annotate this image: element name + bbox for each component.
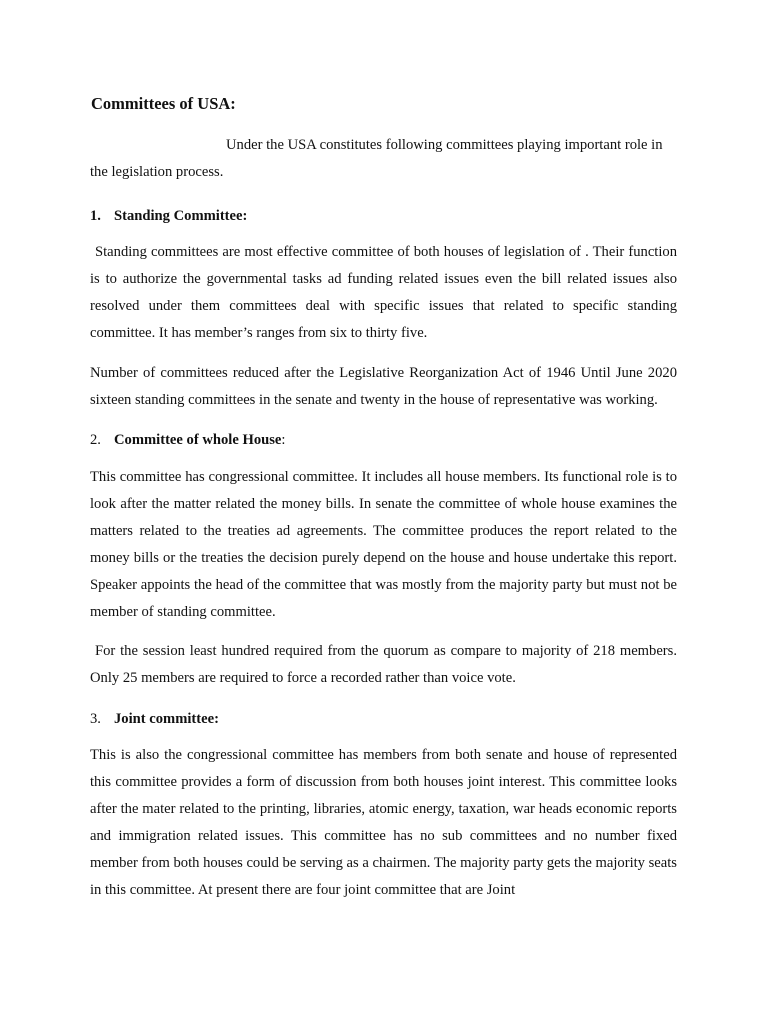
standing-committee-paragraph-2: Number of committees reduced after the Legislative Reorganization Act of 1946 Until June 2020 sixteen standing committees in the senate and twenty in the house of representative was working. bbox=[90, 365, 677, 408]
document-title: Committees of USA: bbox=[91, 94, 236, 113]
joint-committee-paragraph-1: This is also the congressional committee has members from both senate and house of represented this committee provides a form of discussion from both houses joint interest. This committee looks after the mater related to the printing, libraries, atomic energy, taxation, war heads economic reports and immigration related issues. This committee has no sub committees and no number fixed member from both houses could be serving as a chairmen. The majority party gets the majority seats in this committee. At present there are four joint committee that are Joint bbox=[90, 747, 677, 898]
section-title: Joint committee: bbox=[114, 711, 219, 727]
intro-paragraph: Under the USA constitutes following committees playing important role in the legislation process. bbox=[90, 137, 663, 180]
section-number: 2. bbox=[90, 432, 101, 448]
section-title-suffix: : bbox=[281, 432, 286, 448]
section-number: 1. bbox=[90, 208, 101, 224]
section-title: Standing Committee: bbox=[114, 208, 248, 224]
standing-committee-paragraph-1: Standing committees are most effective committee of both houses of legislation of . Their function is to authorize the governmental tasks ad funding related issues even the bill related issues also resolved under them committees deal with specific issues that related to specific standing committee. It has member’s ranges from six to thirty five. bbox=[90, 244, 677, 341]
whole-house-paragraph-1: This committee has congressional committee. It includes all house members. Its functional role is to look after the matter related the money bills. In senate the committee of whole house examines the matters related to the treaties ad agreements. The committee produces the report related to the money bills or the treaties the decision purely depend on the house and house undertake this report. Speaker appoints the head of the committee that was mostly from the majority party but must not be member of standing committee. bbox=[90, 469, 677, 620]
section-number: 3. bbox=[90, 711, 101, 727]
section-heading-joint-committee bbox=[90, 709, 219, 729]
section-heading-standing-committee bbox=[90, 206, 247, 226]
section-title: Committee of whole House bbox=[114, 432, 282, 448]
whole-house-paragraph-2: For the session least hundred required from the quorum as compare to majority of 218 members. Only 25 members are required to force a recorded rather than voice vote. bbox=[90, 643, 677, 686]
section-heading-committee-of-whole-house bbox=[90, 430, 285, 450]
